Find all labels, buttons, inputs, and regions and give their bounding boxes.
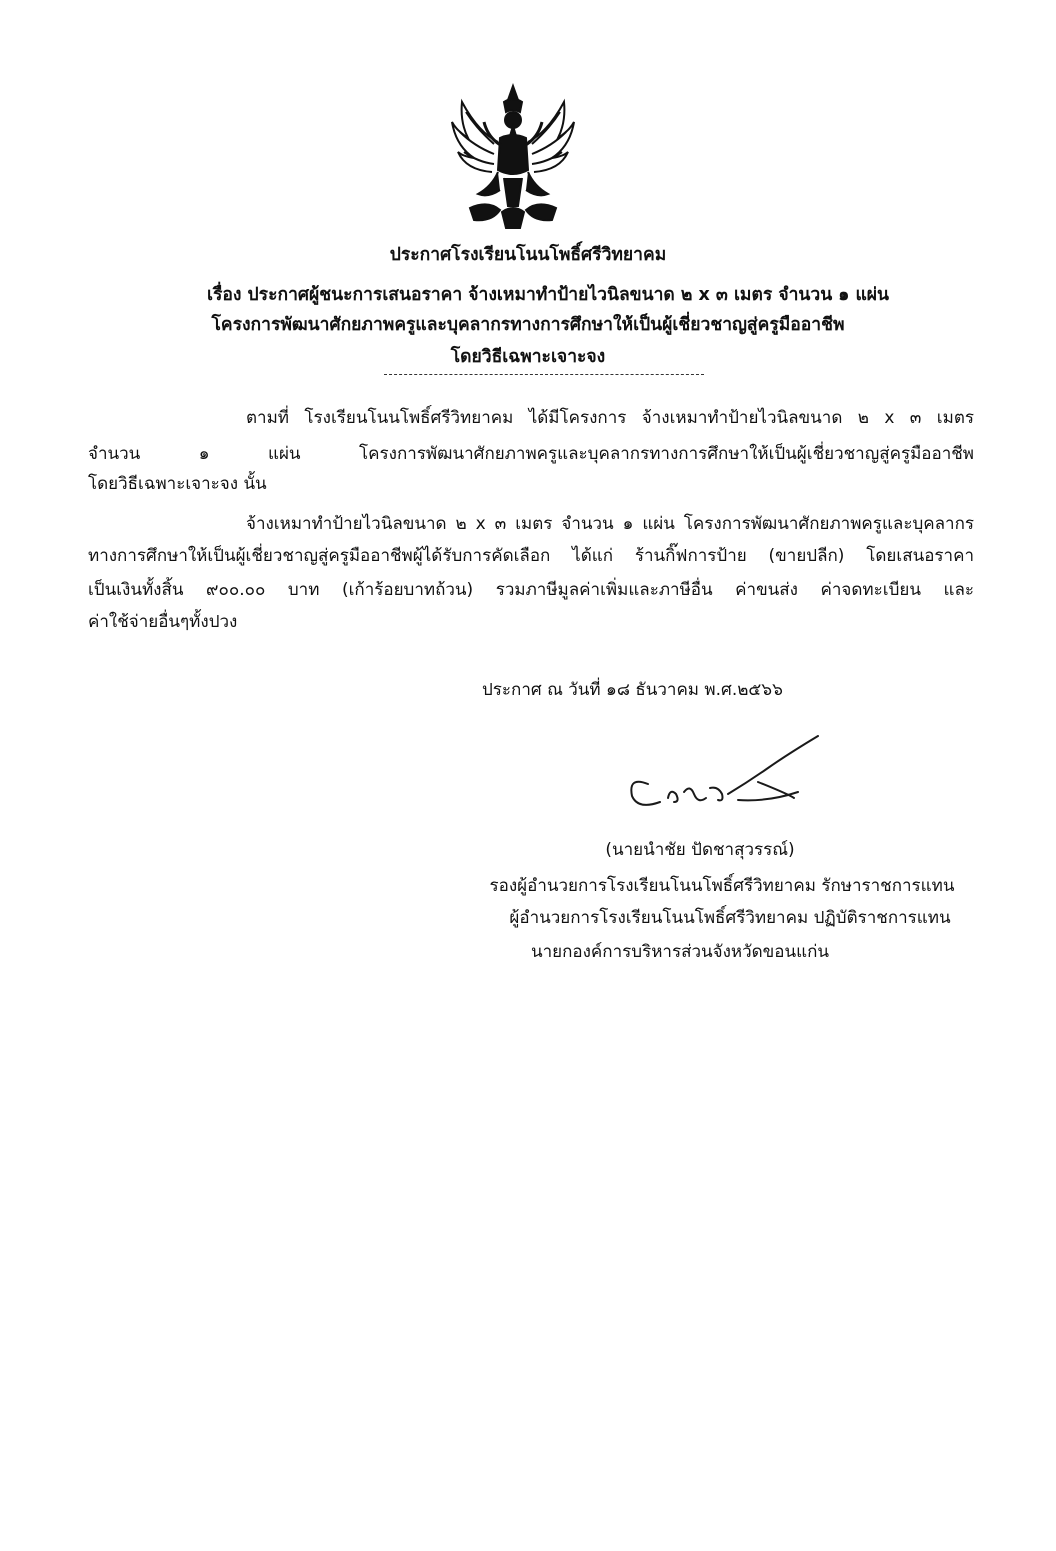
garuda-emblem-icon [448, 82, 578, 232]
paragraph1-line3: โดยวิธีเฉพาะเจาะจง นั้น [88, 474, 267, 494]
paragraph2-line4: ค่าใช้จ่ายอื่นๆทั้งปวง [88, 612, 238, 632]
signatory-position-3: นายกองค์การบริหารส่วนจังหวัดขอนแก่น [531, 942, 829, 962]
handwritten-signature [618, 732, 828, 816]
signatory-position-2: ผู้อำนวยการโรงเรียนโนนโพธิ์ศรีวิทยาคม ปฏิบัติราชการแทน [509, 908, 951, 928]
paragraph1-line1: ตามที่ โรงเรียนโนนโพธิ์ศรีวิทยาคม ได้มีโครงการ จ้างเหมาทำป้ายไวนิลขนาด ๒ x ๓ เมตร [246, 408, 974, 428]
paragraph1-line2: จำนวน ๑ แผ่น โครงการพัฒนาศักยภาพครูและบุคลากรทางการศึกษาให้เป็นผู้เชี่ยวชาญสู่ครูมืออาชีพ [88, 444, 974, 464]
announcement-date: ประกาศ ณ วันที่ ๑๘ ธันวาคม พ.ศ.๒๕๖๖ [482, 680, 783, 700]
announcement-subject: เรื่อง ประกาศผู้ชนะการเสนอราคา จ้างเหมาทำป้ายไวนิลขนาด ๒ x ๓ เมตร จำนวน ๑ แผ่น [207, 285, 889, 305]
paragraph2-line2: ทางการศึกษาให้เป็นผู้เชี่ยวชาญสู่ครูมืออาชีพผู้ได้รับการคัดเลือก ได้แก่ ร้านกิ๊ฟการป้าย (ขายปลีก) โดยเสนอราคา [88, 546, 974, 566]
paragraph2-line3: เป็นเงินทั้งสิ้น ๙๐๐.๐๐ บาท (เก้าร้อยบาทถ้วน) รวมภาษีมูลค่าเพิ่มและภาษีอื่น ค่าขนส่ง ค่าจดทะเบียน และ [88, 580, 974, 600]
project-name: โครงการพัฒนาศักยภาพครูและบุคลากรทางการศึกษาให้เป็นผู้เชี่ยวชาญสู่ครูมืออาชีพ [211, 315, 845, 335]
signatory-position-1: รองผู้อำนวยการโรงเรียนโนนโพธิ์ศรีวิทยาคม รักษาราชการแทน [489, 876, 955, 896]
paragraph2-line1: จ้างเหมาทำป้ายไวนิลขนาด ๒ x ๓ เมตร จำนวน ๑ แผ่น โครงการพัฒนาศักยภาพครูและบุคลากร [246, 514, 974, 534]
procurement-method: โดยวิธีเฉพาะเจาะจง [450, 347, 606, 367]
announcement-title: ประกาศโรงเรียนโนนโพธิ์ศรีวิทยาคม [389, 245, 667, 265]
title-divider [384, 374, 704, 375]
signatory-name: (นายนำชัย ปัดชาสุวรรณ์) [605, 840, 795, 860]
